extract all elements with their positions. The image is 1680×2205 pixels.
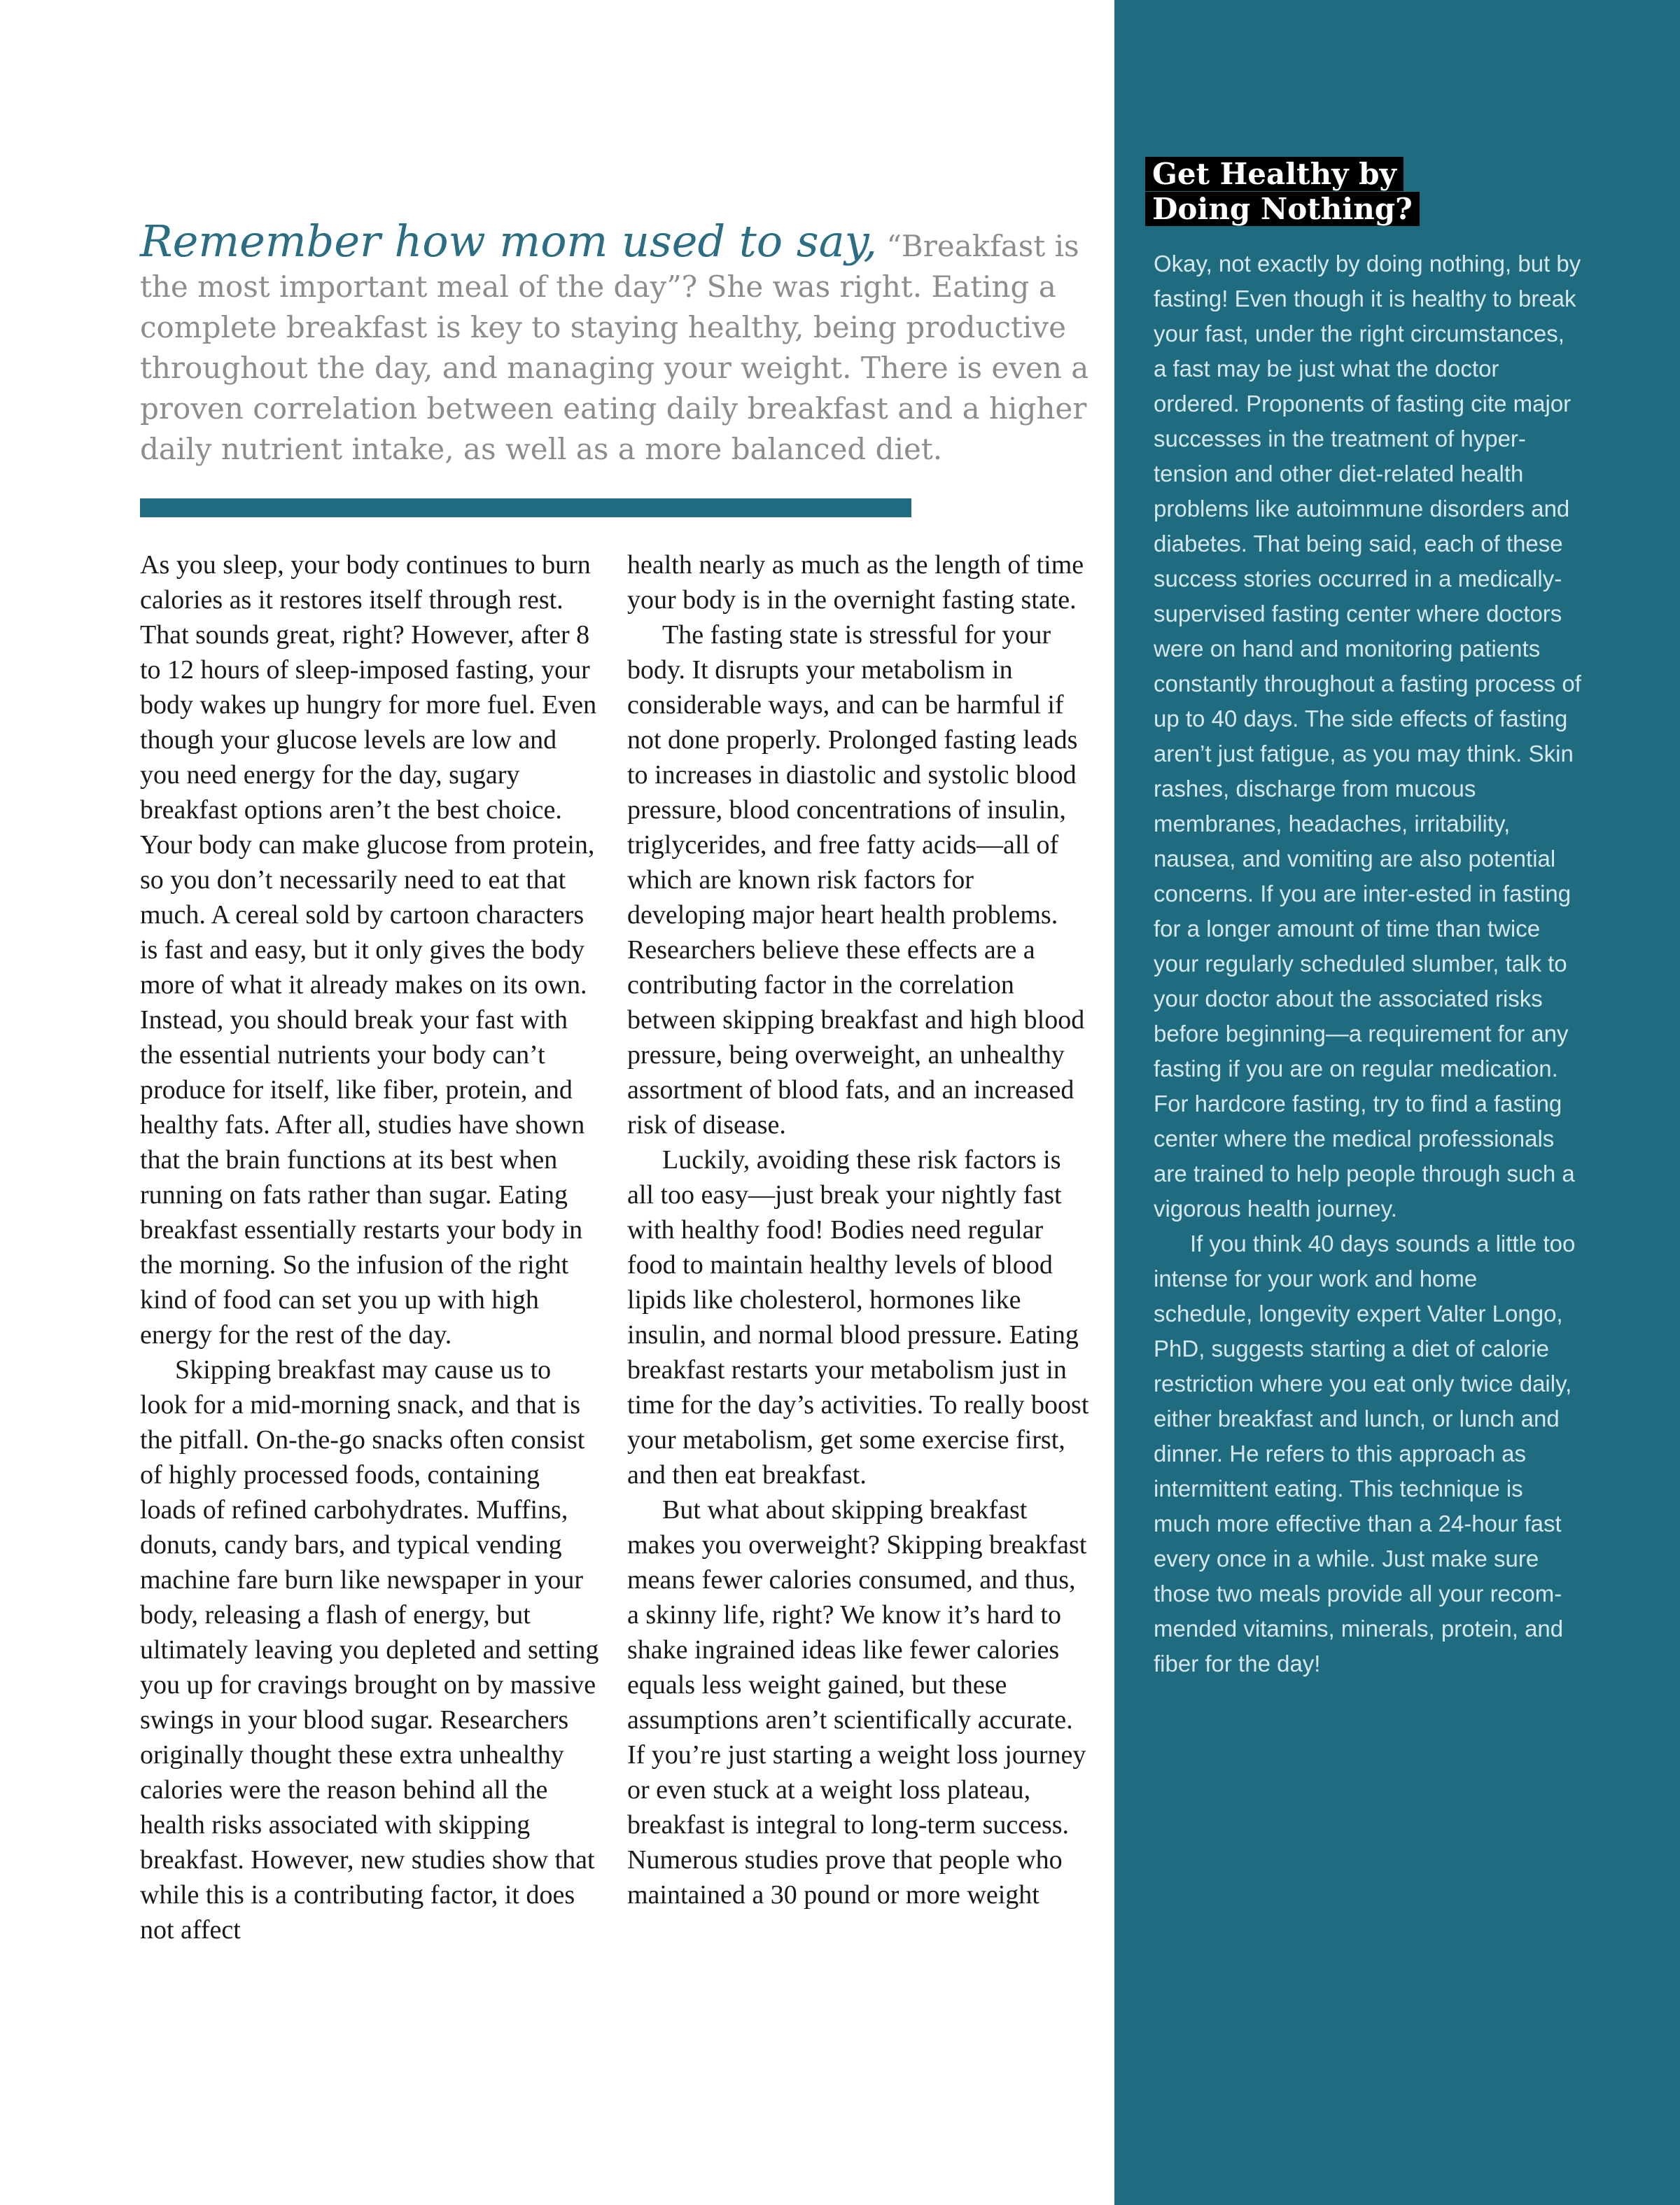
sidebar-title-line-1: Get Healthy by (1145, 157, 1404, 191)
sidebar-paragraph-2: If you think 40 days sounds a little too intense for your work and home schedule, longevity expert Valter Longo, PhD, suggests starting a diet of calorie restriction where you eat only twice daily, either breakfast and lunch, or lunch and dinner. He refers to this approach as intermittent eating. This technique is much more effective than a 24-hour fast every once in a while. Just make sure those two meals provide all your recom-mended vitamins, minerals, protein, and fiber for the day! (1154, 1231, 1576, 1676)
sidebar-title-line-2: Doing Nothing? (1145, 192, 1420, 226)
right-paragraph-2: The fasting state is stressful for your body. It disrupts your metabolism in considerable ways, and can be harmful if not done properly. Prolonged fasting leads to increases in diastolic and systolic blood pressure, blood concentrations of insulin, triglycerides, and free fatty acids—all of which are known risk factors for developing major heart health problems. Researchers believe these effects are a contributing factor in the correlation between skipping breakfast and high blood pressure, being overweight, an unhealthy assortment of blood fats, and an increased risk of disease. (627, 620, 1085, 1140)
left-paragraph-2: Skipping breakfast may cause us to look for a mid-morning snack, and that is the pitfall. On-the-go snacks often consist of highly processed foods, containing loads of refined carbohydrates. Muffins, donuts, candy bars, and typical vending machine fare burn like newspaper in your body, releasing a flash of energy, but ultimately leaving you depleted and setting you up for cravings brought on by massive swings in your blood sugar. Researchers originally thought these extra unhealthy calories were the reason behind all the health risks associated with skipping breakfast. However, new studies show that while this is a contributing factor, it does not affect (140, 1355, 599, 1945)
article-column-left (140, 547, 602, 1947)
left-paragraph-1: As you sleep, your body continues to burn calories as it restores itself through rest. That sounds great, right? However, after 8 to 12 hours of sleep-imposed fasting, your body wakes up hungry for more fuel. Even though your glucose levels are low and you need energy for the day, sugary breakfast options aren’t the best choice. Your body can make glucose from protein, so you don’t necessarily need to eat that much. A cereal sold by cartoon characters is fast and easy, but it only gives the body more of what it already makes on its own. Instead, you should break your fast with the essential nutrients your body can’t produce for itself, like fiber, protein, and healthy fats. After all, studies have shown that the brain functions at its best when running on fats rather than sugar. Eating breakfast essentially restarts your body in the morning. So the infusion of the right kind of food can set you up with high energy for the rest of the day. (140, 550, 597, 1350)
intro-pull-quote (140, 216, 1092, 470)
article-column-right (627, 547, 1089, 1912)
right-paragraph-1: health nearly as much as the length of time your body is in the overnight fasting state. (627, 550, 1084, 615)
intro-lead: Remember how mom used to say, (140, 216, 878, 267)
sidebar-paragraph-1: Okay, not exactly by doing nothing, but by fasting! Even though it is healthy to break your fast, under the right circumstances, a fast may be just what the doctor ordered. Proponents of fasting cite major successes in the treatment of hyper-tension and other diet-related health problems like autoimmune disorders and diabetes. That being said, each of these success stories occurred in a medically-supervised fasting center where doctors were on hand and monitoring patients constantly throughout a fasting process of up to 40 days. The side effects of fasting aren’t just fatigue, as you may think. Skin rashes, discharge from mucous membranes, headaches, irritability, nausea, and vomiting are also potential concerns. If you are inter-ested in fasting for a longer amount of time than twice your regularly scheduled slumber, talk to your doctor about the associated risks before beginning—a requirement for any fasting if you are on regular medication. For hardcore fasting, try to find a fasting center where the medical professionals are trained to help people through such a vigorous health journey. (1154, 251, 1581, 1222)
right-paragraph-4: But what about skipping breakfast makes you overweight? Skipping breakfast means fewer calories consumed, and thus, a skinny life, right? We know it’s hard to shake ingrained ideas like fewer calories equals less weight gained, but these assumptions aren’t scientifically accurate. If you’re just starting a weight loss journey or even stuck at a weight loss plateau, breakfast is integral to long-term success. Numerous studies prove that people who maintained a 30 pound or more weight (627, 1495, 1087, 1910)
sidebar-title (1145, 157, 1420, 227)
intro-text: “Breakfast is the most important meal of the day”? She was right. Eating a complete breakfast is key to staying healthy, being productive throughout the day, and managing your weight. There is even a proven correlation between eating daily breakfast and a higher daily nutrient intake, as well as a more balanced diet. (140, 229, 1089, 466)
sidebar-body (1154, 246, 1582, 1681)
right-paragraph-3: Luckily, avoiding these risk factors is all too easy—just break your nightly fast with healthy food! Bodies need regular food to maintain healthy levels of blood lipids like cholesterol, hormones like insulin, and normal blood pressure. Eating breakfast restarts your metabolism just in time for the day’s activities. To really boost your metabolism, get some exercise first, and then eat breakfast. (627, 1145, 1089, 1490)
section-divider (140, 498, 911, 517)
